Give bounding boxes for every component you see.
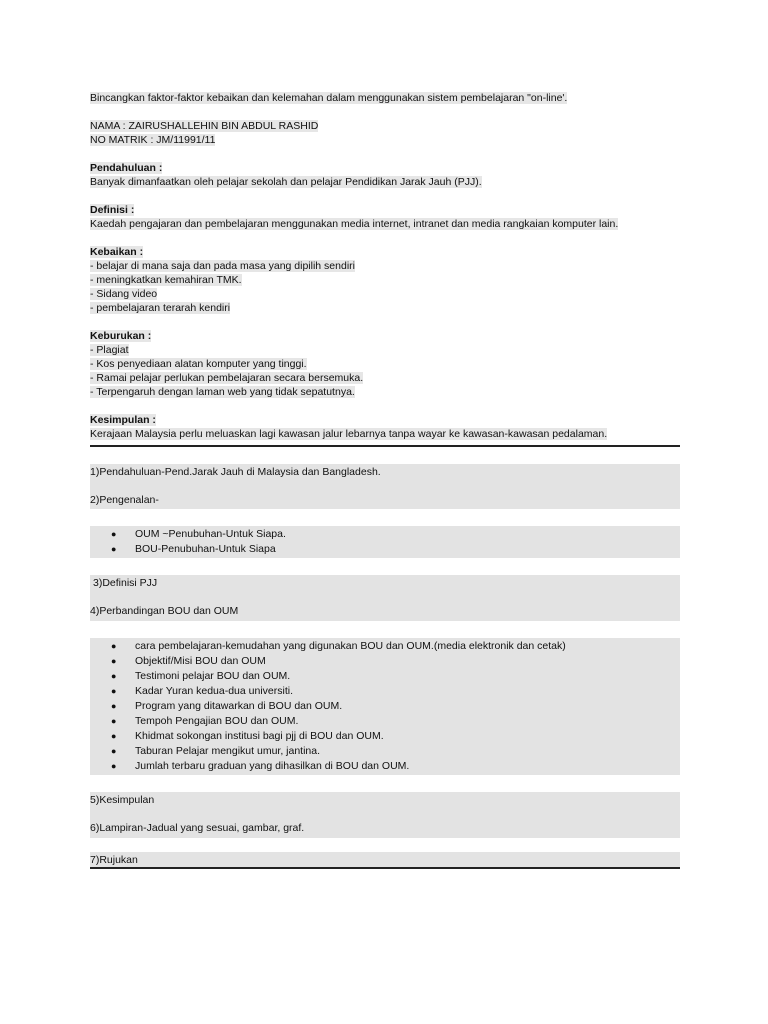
list-item: ● BOU-Penubuhan-Untuk Siapa	[111, 543, 276, 555]
outline-section-5: 5)Kesimpulan	[90, 794, 155, 806]
list-item: ● cara pembelajaran-kemudahan yang digunakan BOU dan OUM.(media elektronik dan cetak)	[111, 640, 566, 652]
outline-section-3: 3)Definisi PJJ	[93, 577, 158, 589]
bullet-icon: ●	[111, 544, 117, 554]
kebaikan-item: - meningkatkan kemahiran TMK.	[90, 274, 242, 286]
bullet-icon: ●	[111, 716, 117, 726]
document-page	[90, 91, 680, 869]
kebaikan-item: - pembelajaran terarah kendiri	[90, 302, 231, 314]
list-item: ● Taburan Pelajar mengikut umur, jantina.	[111, 745, 321, 757]
keburukan-item: - Plagiat	[90, 344, 129, 356]
list-item: ● Testimoni pelajar BOU dan OUM.	[111, 670, 291, 682]
kebaikan-item: - belajar di mana saja dan pada masa yang dipilih sendiri	[90, 260, 355, 272]
matric-number: NO MATRIK : JM/11991/11	[90, 134, 216, 146]
bullet-icon: ●	[111, 656, 117, 666]
outline-section-2: 2)Pengenalan-	[90, 494, 159, 506]
bullet-icon: ●	[111, 746, 117, 756]
outline-block-1	[90, 464, 680, 509]
outline-list-4	[90, 638, 680, 775]
kebaikan-heading: Kebaikan :	[90, 246, 144, 258]
list-item: ● Program yang ditawarkan di BOU dan OUM.	[111, 700, 343, 712]
list-item: ● OUM ~Penubuhan-Untuk Siapa.	[111, 528, 286, 540]
list-item: ● Jumlah terbaru graduan yang dihasilkan di BOU dan OUM.	[111, 760, 410, 772]
outline-block-3	[90, 575, 680, 621]
kesimpulan-heading: Kesimpulan :	[90, 414, 156, 426]
pendahuluan-heading: Pendahuluan :	[90, 162, 163, 174]
outline-block-7	[90, 852, 680, 867]
outline-section-6: 6)Lampiran-Jadual yang sesuai, gambar, graf.	[90, 822, 305, 834]
divider	[90, 445, 680, 447]
bullet-icon: ●	[111, 686, 117, 696]
list-item: ● Tempoh Pengajian BOU dan OUM.	[111, 715, 299, 727]
pendahuluan-text: Banyak dimanfaatkan oleh pelajar sekolah dan pelajar Pendidikan Jarak Jauh (PJJ).	[90, 176, 482, 188]
kesimpulan-text: Kerajaan Malaysia perlu meluaskan lagi kawasan jalur lebarnya tanpa wayar ke kawasan-kawasan pedalaman.	[90, 428, 608, 440]
list-item: ● Objektif/Misi BOU dan OUM	[111, 655, 266, 667]
keburukan-item: - Terpengaruh dengan laman web yang tidak sepatutnya.	[90, 386, 355, 398]
question-text: Bincangkan faktor-faktor kebaikan dan kelemahan dalam menggunakan sistem pembelajaran "on-line'.	[90, 92, 568, 104]
outline-section-7: 7)Rujukan	[90, 854, 138, 866]
outline-list-2	[90, 526, 680, 558]
outline-section-4: 4)Perbandingan BOU dan OUM	[90, 605, 239, 617]
student-name: NAMA : ZAIRUSHALLEHIN BIN ABDUL RASHID	[90, 120, 319, 132]
bullet-icon: ●	[111, 701, 117, 711]
keburukan-item: - Kos penyediaan alatan komputer yang tinggi.	[90, 358, 307, 370]
divider	[90, 867, 680, 869]
list-item: ● Khidmat sokongan institusi bagi pjj di BOU dan OUM.	[111, 730, 384, 742]
bullet-icon: ●	[111, 641, 117, 651]
kebaikan-item: - Sidang video	[90, 288, 158, 300]
bullet-icon: ●	[111, 529, 117, 539]
outline-section-1: 1)Pendahuluan-Pend.Jarak Jauh di Malaysia dan Bangladesh.	[90, 466, 381, 478]
bullet-icon: ●	[111, 731, 117, 741]
definisi-heading: Definisi :	[90, 204, 135, 216]
list-item: ● Kadar Yuran kedua-dua universiti.	[111, 685, 293, 697]
keburukan-item: - Ramai pelajar perlukan pembelajaran secara bersemuka.	[90, 372, 364, 384]
bullet-icon: ●	[111, 761, 117, 771]
bullet-icon: ●	[111, 671, 117, 681]
keburukan-heading: Keburukan :	[90, 330, 152, 342]
definisi-text: Kaedah pengajaran dan pembelajaran menggunakan media internet, intranet dan media rangkaian komputer lain.	[90, 218, 619, 230]
outline-block-5	[90, 792, 680, 838]
